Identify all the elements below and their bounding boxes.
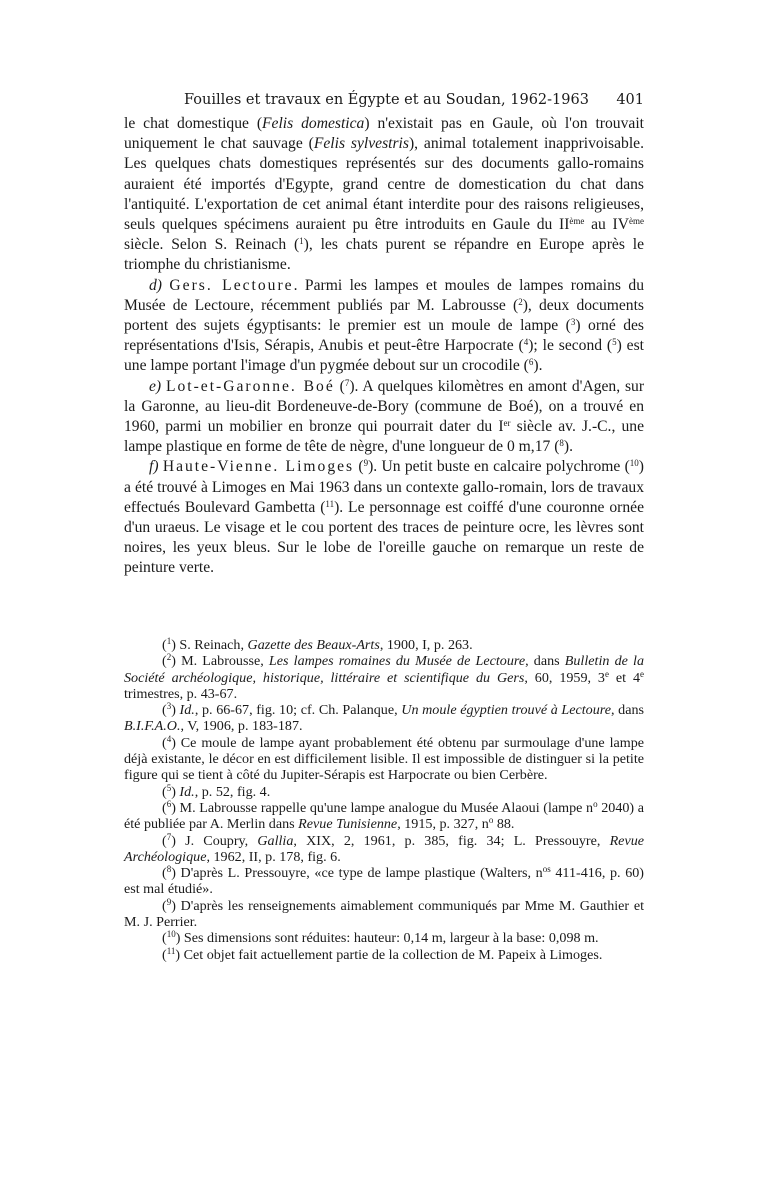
footnote-2: ($^2$) M. Labrousse, Les lampes romaines du Musée de Lectoure, dans Bulletin de la Société archéologique, historique, littéraire et scientifique du Gers, 60, 1959, 3e et 4e trimestres, p. 43-67. [124,652,645,702]
text-run: ). [533,357,543,375]
journal-title: Revue Tunisienne [298,816,398,833]
paragraph-haute-vienne [124,457,644,578]
place-heading: Gers. Lectoure [169,276,294,294]
text-run: , p. 66-67, fig. 10; cf. Ch. Palanque, [194,702,402,719]
journal-title: Revue Archéologique [124,832,645,865]
footnote-ref[interactable]: 3 [570,317,576,328]
text-run: ), les chats purent se répandre en Europe après le triomphe du christianisme. [124,236,644,274]
footnote-ref[interactable]: 11 [325,498,335,509]
place-heading: Lot-et-Garonne. Boé [165,377,335,395]
text-run: , dans [525,653,565,670]
ordinal-suffix: ème [629,216,644,227]
footnote-10: ($^{10}$) Ses dimensions sont réduites: hauteur: 0,14 m, largeur à la base: 0,098 m. [162,929,599,947]
journal-title: B.I.F.A.O. [124,718,181,735]
text-run: . Parmi les lampes et moules de lampes romains du Musée de Lectoure, récemment publiés par M. Labrousse ( [124,276,645,314]
running-title: Fouilles et travaux en Égypte et au Soudan, 1962-1963 [184,92,589,108]
running-head [184,92,644,108]
text-run: Cet objet fait actuellement partie de la collection de M. Papeix à Limoges. [183,946,603,963]
footnote-9: ($^9$) D'après les renseignements aimablement communiqués par Mme M. Gauthier et M. J. Perrier. [124,896,645,931]
text-run: 88. [493,816,515,833]
text-run: J. Coupry, [185,832,258,849]
journal-title: Bulletin de la Société archéologique, historique, littéraire et scientifique du Gers [124,653,644,686]
paragraph-cats [124,114,644,276]
work-title: Un moule égyptien trouvé à Lectoure [401,702,611,719]
text-run: , 1915, p. 327, n [397,816,489,833]
text-run: , p. 52, fig. 4. [194,783,271,800]
footnote-6: ($^6$) M. Labrousse rappelle qu'une lampe analogue du Musée Alaoui (lampe $n^o$ 2040) a été publiée par A. Merlin dans Revue Tunisienne, 1915, p. 327, $n^o$ 88. [124,798,645,833]
footnote-number: 8 [166,864,172,875]
text-run: ). A quelques kilomètres en amont d'Agen, sur la Garonne, au lieu-dit Bordeneuve-de-Bory (commune de Boé), on a trouvé en 1960, parmi un mobilier en bronze qui pourrait dater du I [124,377,645,436]
text-run: D'après les renseignements aimablement communiqués par Mme M. Gauthier et M. J. Perrier. [124,897,645,931]
footnote-number: 11 [166,945,176,956]
text-run: M. Labrousse, [181,653,269,670]
text-run: M. Labrousse rappelle qu'une lampe analogue du Musée Alaoui (lampe n [179,799,594,816]
text-run: trimestres, p. 43-67. [124,685,238,702]
footnote-ref[interactable]: 4 [523,337,529,348]
paragraph-lot-et-garonne [124,377,644,458]
text-run: , dans [610,702,644,719]
text-run: , 1900, I, p. 263. [379,637,473,653]
journal-title: Gazette des Beaux-Arts [247,637,380,653]
text-run: ) a été trouvé à Limoges en Mai 1963 dans un contexte gallo-romain, lors de travaux effectués Boulevard Gambetta ( [124,458,644,516]
ordinal-suffix: e [604,668,609,679]
footnote-ref[interactable]: 8 [559,438,564,449]
text-run: siècle av. J.-C., une lampe plastique en forme de tête de nègre, d'une longueur de 0 m,17 ( [124,418,644,456]
ibid-abbrev: Id. [179,702,195,719]
ordinal-suffix: o [593,798,598,809]
footnote-ref[interactable]: 10 [629,458,639,469]
text-run: le chat domestique ( [124,115,263,132]
text-run: ). Le personnage est coiffé d'une couronne ornée d'un uraeus. Le visage et le cou portent des traces de peinture ocre, les lèvres sont noires, les yeux bleus. Sur le lobe de l'oreille gauche on remarque un reste de peinture verte. [124,498,644,577]
ordinal-suffix: ème [569,216,585,227]
footnote-number: 10 [166,929,176,940]
work-title: Les lampes romaines du Musée de Lectoure [268,653,526,670]
footnote-number: 7 [166,831,172,842]
text-run: S. Reinach, [179,637,248,653]
footnote-ref[interactable]: 9 [363,458,369,469]
text-run: au IV [584,216,629,234]
footnote-11: ($^{11}$) Cet objet fait actuellement partie de la collection de M. Papeix à Limoges. [162,945,603,963]
text-run: ), deux documents portent des sujets égyptisants: le premier est un moule de lampe ( [124,296,644,335]
text-run: , XIX, 2, 1961, p. 385, fig. 34; L. Pressouyre, [293,832,610,849]
footnote-number: 3 [166,701,172,712]
text-run: , 60, 1959, 3 [524,669,605,686]
footnote-1: ($^1$) S. Reinach, Gazette des Beaux-Arts, 1900, I, p. 263. [162,636,473,653]
body-text [124,114,644,579]
text-run: , 1962, II, p. 178, fig. 6. [206,848,341,865]
text-run: ); le second ( [528,337,613,355]
text-run: et 4 [608,669,641,686]
text-run: 411-416, p. 60) est mal étudié». [124,865,645,898]
species-name: Felis domestica [262,115,365,132]
text-run: , V, 1906, p. 183-187. [180,718,303,735]
page [124,92,644,579]
text-run: Ce moule de lampe ayant probablement été obtenu par surmoulage d'une lampe déjà existante, le décor en est difficilement lisible. Il est impossible de distinguer si la petite figure qui se tient à côté du Jupiter-Sérapis est Harpocrate ou bien Cerbère. [124,734,645,784]
footnote-number: 9 [166,896,172,907]
item-label: f) [149,458,163,476]
footnote-ref[interactable]: 7 [344,377,350,388]
text-run: Ses dimensions sont réduites: hauteur: 0,14 m, largeur à la base: 0,098 m. [183,930,599,947]
footnote-number: 4 [166,733,172,744]
ibid-abbrev: Id. [179,783,195,800]
text-run: ( [334,377,345,395]
footnote-4: ($^4$) Ce moule de lampe ayant probablement été obtenu par surmoulage d'une lampe déjà existante, le décor en est difficilement lisible. Il est impossible de distinguer si la petite figure qui se tient à côté du Jupiter-Sérapis est Harpocrate ou bien Cerbère. [124,733,645,784]
footnotes [124,637,644,963]
footnote-8: ($^8$) D'après L. Pressouyre, «ce type de lampe plastique (Walters, $n^{os}$ 411-416, p. 60) est mal étudié». [124,864,645,898]
footnote-number: 6 [166,798,172,809]
footnote-number: 1 [166,636,172,646]
footnote-5: ($^5$) Id., p. 52, fig. 4. [162,782,271,800]
journal-title: Gallia [257,832,294,849]
page-number: 401 [616,92,644,108]
text-run: 2040) a été publiée par A. Merlin dans [124,799,645,833]
footnote-ref[interactable]: 1 [299,236,304,247]
footnote-number: 5 [166,782,172,793]
text-run: ), animal totalement inapprivoisable. Les quelques chats domestiques représentés sur des documents gallo-romains auraient été importés d'Egypte, grand centre de domestication du chat dans l'antiquité. L'exportation de cet animal étant interdite pour des raisons religieuses, seuls quelques spécimens auraient pu être introduits en Gaule du II [124,135,644,234]
ordinal-suffix: er [503,418,511,429]
text-run: ). Un petit buste en calcaire polychrome ( [368,458,630,476]
paragraph-gers [124,276,644,377]
footnote-3: ($^3$) Id., p. 66-67, fig. 10; cf. Ch. Palanque, Un moule égyptien trouvé à Lectoure, dans B.I.F.A.O., V, 1906, p. 183-187. [124,701,644,735]
text-run: ) n'existait pas en Gaule, où l'on trouvait uniquement le chat sauvage ( [124,115,644,153]
footnote-ref[interactable]: 2 [518,296,523,307]
item-label: e) [149,377,166,395]
text-run: ). [563,438,573,456]
text-run: D'après L. Pressouyre, «ce type de lampe plastique (Walters, n [180,865,543,882]
text-run: ) orné des représentations d'Isis, Sérapis, Anubis et peut-être Harpocrate ( [124,317,644,355]
place-heading: Haute-Vienne. Limoges [162,458,355,476]
text-run: ( [354,458,364,476]
item-label: d) [149,276,170,294]
species-name: Felis sylvestris [313,135,409,153]
ordinal-suffix: o [488,815,494,826]
ordinal-suffix: os [542,864,551,875]
footnote-ref[interactable]: 5 [612,337,617,348]
footnote-number: 2 [166,652,172,663]
ordinal-suffix: e [640,668,645,679]
text-run: ) est une lampe portant l'image d'un pygmée debout sur un crocodile ( [124,337,644,375]
footnote-7: ($^7$) J. Coupry, Gallia, XIX, 2, 1961, p. 385, fig. 34; L. Pressouyre, Revue Archéologique, 1962, II, p. 178, fig. 6. [124,831,645,865]
footnote-ref[interactable]: 6 [528,357,534,368]
text-run: siècle. Selon S. Reinach ( [124,236,300,254]
